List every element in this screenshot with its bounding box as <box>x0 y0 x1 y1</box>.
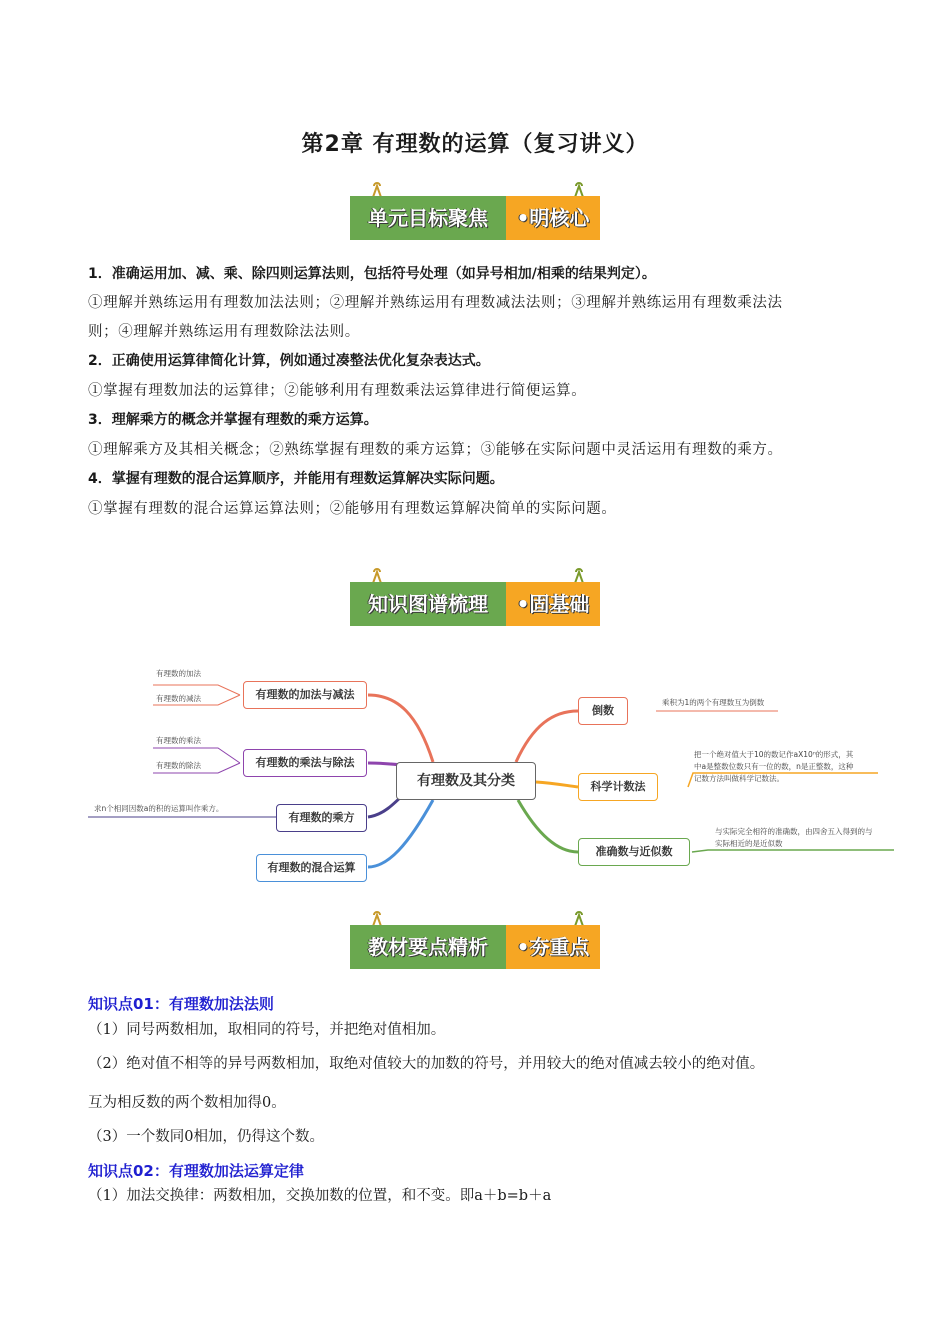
kp01-rule-2: （2）绝对值不相等的异号两数相加，取绝对值较大的加数的符号，并用较大的绝对值减去较小的绝对值。 <box>88 1056 765 1072</box>
node-multiplication-division: 有理数的乘法与除法 <box>243 749 367 777</box>
node-addition-subtraction: 有理数的加法与减法 <box>243 681 367 709</box>
node-mixed-operations: 有理数的混合运算 <box>256 854 367 882</box>
goal-2: 2．正确使用运算律简化计算，例如通过凑整法优化复杂表达式。 <box>88 353 490 369</box>
goal-4: 4．掌握有理数的混合运算顺序，并能用有理数运算解决实际问题。 <box>88 471 504 487</box>
goal-1-detail-cont: 则；④理解并熟练运用有理数除法法则。 <box>88 324 360 340</box>
kp02-rule-1: （1）加法交换律：两数相加，交换加数的位置，和不变。即a＋b=b＋a <box>88 1188 552 1204</box>
note-power: 求n个相同因数a的积的运算叫作乘方。 <box>94 804 224 813</box>
note-exact-1: 与实际完全相符的准确数，由四舍五入得到的与 <box>715 827 873 836</box>
goal-3-detail: ①理解乘方及其相关概念；②熟练掌握有理数的乘方运算；③能够在实际问题中灵活运用有理数的乘方。 <box>88 442 783 458</box>
goal-4-detail: ①掌握有理数的混合运算运算法则；②能够用有理数运算解决简单的实际问题。 <box>88 501 617 517</box>
note-reciprocal: 乘积为1的两个有理数互为倒数 <box>662 698 765 707</box>
sub-division: 有理数的除法 <box>156 761 201 770</box>
banner-sublabel: •明核心 <box>516 206 590 230</box>
mind-map <box>88 655 894 893</box>
note-scientific-1: 把一个绝对值大于10的数记作aX10ⁿ的形式，其 <box>694 750 854 759</box>
kp01-heading: 知识点01：有理数加法法则 <box>88 995 274 1013</box>
kp01-rule-3: （3）一个数同0相加，仍得这个数。 <box>88 1129 324 1145</box>
note-exact-2: 实际相近的是近似数 <box>715 839 783 848</box>
banner-knowledge-map <box>350 582 600 626</box>
kp01-rule-2-cont: 互为相反数的两个数相加得0。 <box>88 1095 286 1111</box>
goal-2-detail: ①掌握有理数加法的运算律；②能够利用有理数乘法运算律进行简便运算。 <box>88 383 587 399</box>
goal-1-detail: ①理解并熟练运用有理数加法法则；②理解并熟练运用有理数减法法则；③理解并熟练运用有理数乘法法 <box>88 295 783 311</box>
banner-key-points <box>350 925 600 969</box>
banner-label: 单元目标聚焦 <box>368 206 488 230</box>
banner-label: 知识图谱梳理 <box>368 592 488 616</box>
sub-subtraction: 有理数的减法 <box>156 694 201 703</box>
kp02-heading: 知识点02：有理数加法运算定律 <box>88 1162 304 1180</box>
sub-multiplication: 有理数的乘法 <box>156 736 201 745</box>
page-title: 第2章 有理数的运算（复习讲义） <box>301 132 649 157</box>
banner-sublabel: •夯重点 <box>516 935 590 959</box>
node-reciprocal: 倒数 <box>578 697 628 725</box>
node-exact-approximate: 准确数与近似数 <box>578 838 690 866</box>
banner-sublabel: •固基础 <box>516 592 590 616</box>
note-scientific-3: 记数方法叫做科学记数法。 <box>694 774 784 783</box>
goal-3: 3．理解乘方的概念并掌握有理数的乘方运算。 <box>88 412 378 428</box>
note-scientific-2: 中a是整数位数只有一位的数，n是正整数，这种 <box>694 762 854 771</box>
node-scientific-notation: 科学计数法 <box>578 773 658 801</box>
banner-unit-goals <box>350 196 600 240</box>
kp01-rule-1: （1）同号两数相加，取相同的符号，并把绝对值相加。 <box>88 1022 446 1038</box>
mind-map-center: 有理数及其分类 <box>396 762 536 800</box>
sub-addition: 有理数的加法 <box>156 669 201 678</box>
banner-label: 教材要点精析 <box>368 935 488 959</box>
goal-1: 1．准确运用加、减、乘、除四则运算法则，包括符号处理（如异号相加/相乘的结果判定）。 <box>88 266 656 282</box>
node-power: 有理数的乘方 <box>276 804 367 832</box>
